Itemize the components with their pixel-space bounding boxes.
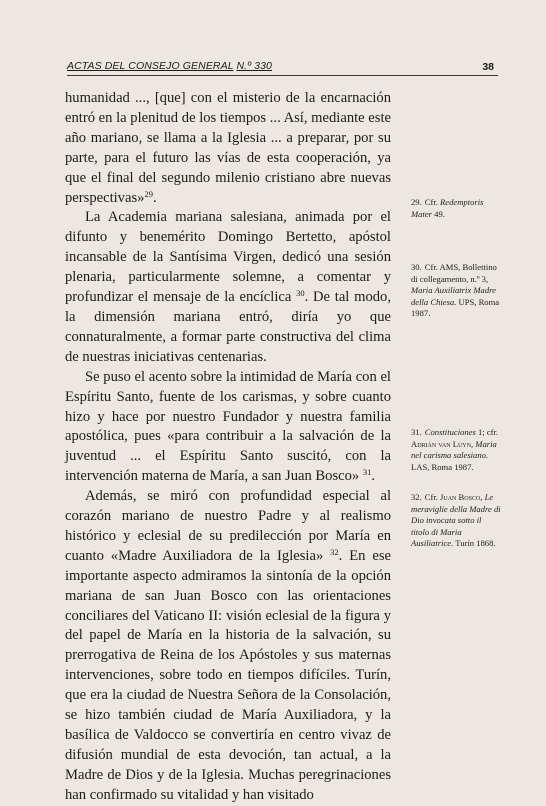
footnote-31-post: LAS, Roma 1987.: [411, 461, 474, 472]
footnote-30-pre: Cfr. AMS, Bollettino di collegamento, n.º 3,: [411, 262, 497, 284]
footnote-29-title: Redemptoris Mater: [411, 197, 484, 219]
paragraph-1-end: .: [152, 189, 157, 206]
footnote-31-title-1: Constituciones: [424, 427, 476, 437]
footnote-30-title: Maria Auxiliatrix Madre della Chiesa.: [411, 285, 496, 307]
footnote-31-title-2: Maria nel carisma salesiano.: [411, 438, 497, 460]
footnote-32-pre: Cfr.: [424, 492, 438, 502]
running-title: ACTAS DEL CONSEJO GENERAL: [67, 60, 234, 72]
main-text: [65, 89, 391, 806]
footnote-29: [411, 197, 501, 220]
running-head: [67, 60, 487, 72]
paragraph-4-text-a: Además, se miró con profundidad especial al corazón mariano de nuestro Padre y al realismo histórico y eclesial de su predilección por María en cuanto «Madre Auxiliadora de la Iglesia»: [65, 488, 391, 564]
paragraph-4: [65, 487, 391, 806]
page-number: 38: [482, 61, 494, 73]
footnote-30-post: UPS, Roma 1987.: [411, 296, 500, 318]
footnote-ref-31: 31: [362, 467, 372, 478]
paragraph-2-text-b: . De tal modo, la dimensión mariana entró, diría yo que connaturalmente, a formar parte constructiva del clima de nuestras iniciativas centenarias.: [65, 289, 391, 365]
paragraph-3-end: .: [371, 468, 376, 485]
paragraph-1-text: humanidad ..., [que] con el misterio de la encarnación entró en la plenitud de los tiempos ... Así, mediante este año mariano, se llama a la Iglesia ... a preparar, por su parte, para el futuro las vías de esta cooperación, ya que el final del segundo milenio cristiano abre nuevas perspectivas»: [65, 90, 391, 206]
header-rule: [67, 75, 498, 76]
footnote-32-post: Turín 1868.: [455, 538, 496, 548]
paragraph-3-text: Se puso el acento sobre la intimidad de María con el Espíritu Santo, fuente de los carismas, y sobre cuanto hizo y hace por nuestro Fundador y nuestra familia apostólica, pues «para contribuir a la salvación de la juventud ... el Espíritu Santo suscitó, con la intervención materna de María, a san Juan Bosco»: [65, 368, 391, 485]
footnote-31: [411, 427, 501, 473]
footnote-31-author: Adrián van Luyn,: [411, 438, 474, 449]
footnote-30-number: 30.: [411, 262, 422, 272]
paragraph-3: [65, 368, 391, 487]
footnote-32-number: 32.: [411, 492, 422, 502]
paragraph-2: [65, 208, 391, 367]
paragraph-1: [65, 89, 391, 208]
footnote-32-author: Juan Bosco,: [440, 492, 483, 502]
footnote-29-post: 49.: [434, 208, 445, 219]
footnote-31-number: 31.: [411, 427, 422, 437]
footnote-29-number: 29.: [411, 197, 422, 207]
footnote-32-title: Le meraviglie della Madre di Dio invocata sotto il titolo di Maria Ausiliatrice.: [411, 492, 501, 548]
footnote-29-pre: Cfr.: [424, 197, 438, 207]
paragraph-4-text-b: . En ese importante aspecto admiramos la sintonía de la opción mariana de san Juan Bosco con las orientaciones conciliares del Vaticano II: visión eclesial de la figura y del papel de María en la historia de la salvación, su prerrogativa de Reina de los Apóstoles y sus maternas intervenciones, sobre todo en tiempos difíciles. Turín, que era la ciudad de Nuestra Señora de la Consolación, se hizo también ciudad de María Auxiliadora, y la basílica de Valdocco se convertiría en centro vivaz de difusión mundial de esta devoción, tan actual, a la Madre de Dios y de la Iglesia. Muchas peregrinaciones han confirmado su vitalidad y han visitado: [65, 547, 391, 803]
footnote-32: [411, 492, 501, 550]
footnote-30: [411, 262, 501, 320]
issue-number: N.º 330: [236, 60, 272, 72]
footnote-ref-30: 30: [296, 288, 305, 299]
footnote-ref-32: 32: [330, 546, 339, 557]
footnote-ref-29: 29: [144, 188, 153, 199]
footnote-31-mid: 1; cfr.: [478, 427, 499, 437]
paragraph-2-text-a: La Academia mariana salesiana, animada por el difunto y benemérito Domingo Bertetto, apóstol incansable de la Santísima Virgen, dedicó una sesión plenaria, particularmente solemne, a comentar y profundizar el mensaje de la encíclica: [65, 209, 391, 306]
